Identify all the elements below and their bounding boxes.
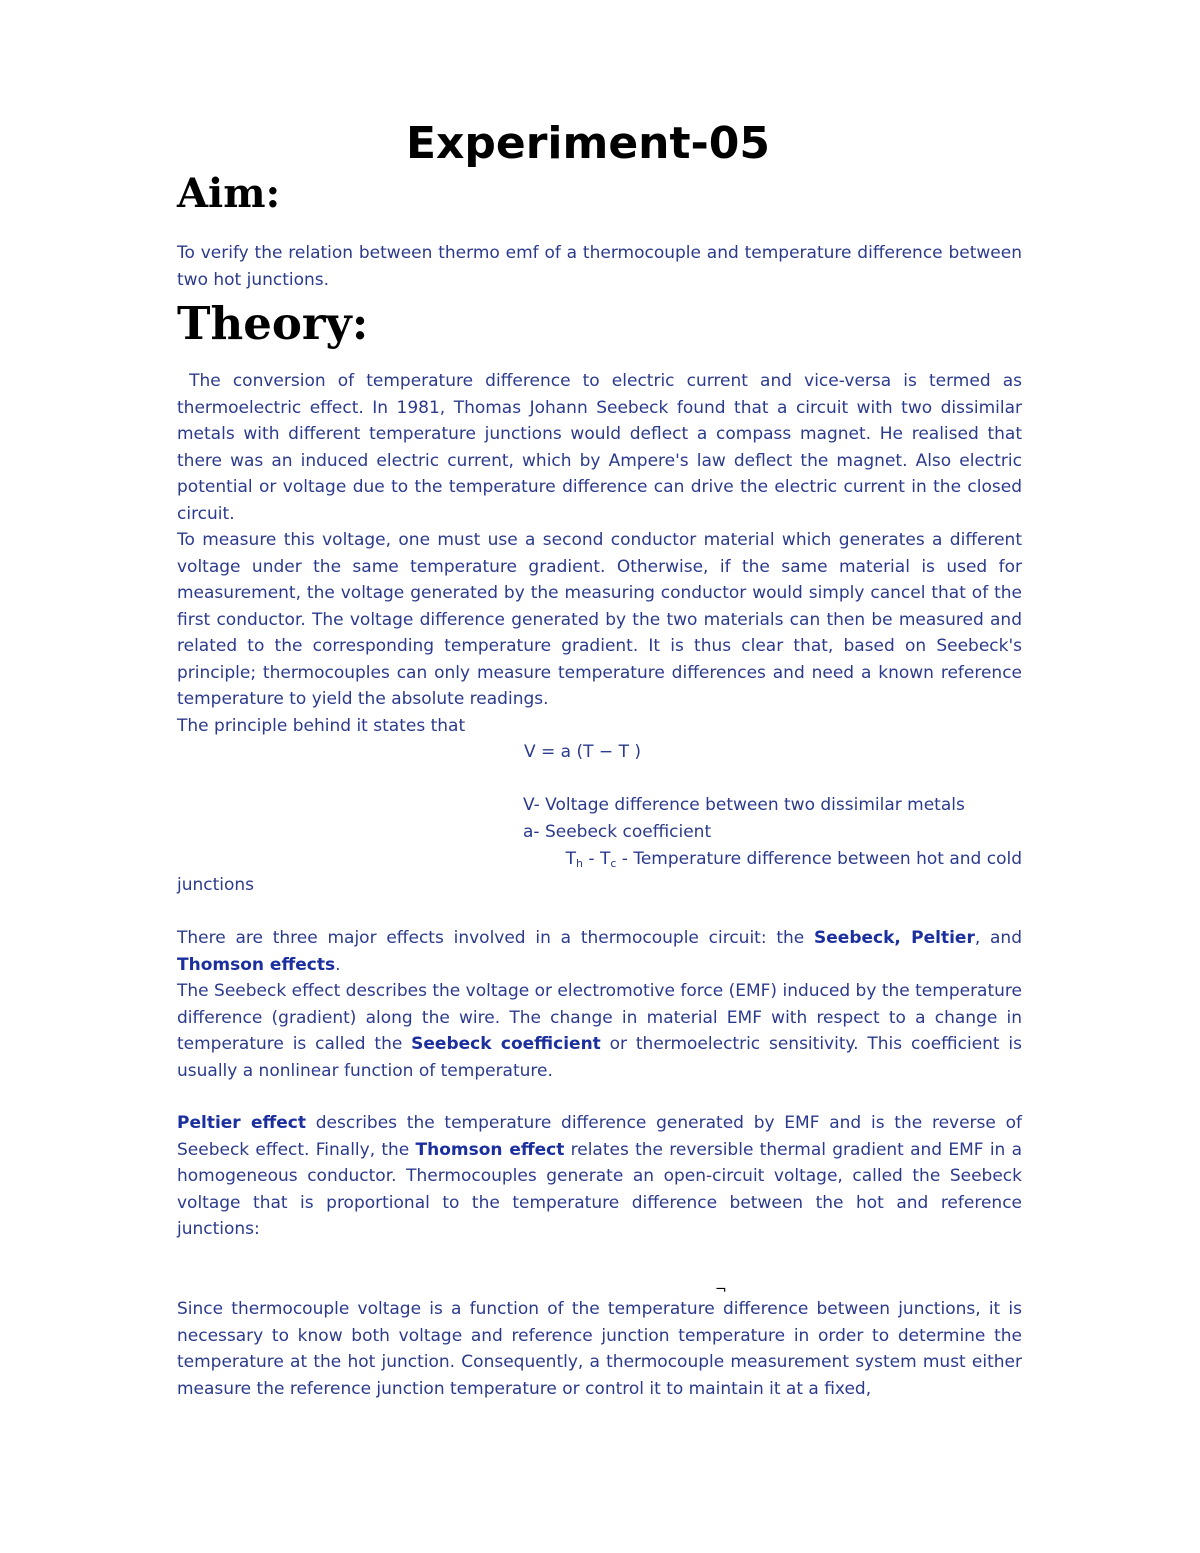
formula-fragment bbox=[524, 742, 674, 765]
effects-bold-2: Thomson effects bbox=[177, 954, 336, 975]
definition-a: a- Seebeck coefficient bbox=[523, 822, 712, 842]
peltier-section bbox=[177, 1110, 1022, 1243]
theory-section bbox=[177, 368, 1028, 739]
theory-heading: Theory: bbox=[177, 297, 369, 350]
peltier-bold-2: Thomson effect bbox=[415, 1139, 565, 1160]
seebeck-text-2: or thermoelectric sensitivity. This coefficient is usually a nonlinear function of temperature. bbox=[177, 1034, 1022, 1081]
formula-text: V = a (T − T ) bbox=[524, 742, 641, 762]
def-t-minus: - T bbox=[583, 849, 611, 869]
seebeck-text-1: The Seebeck effect describes the voltage or electromotive force (EMF) induced by the temperature difference (gradient) along the wire. The change in material EMF with respect to a change in temperature is called the bbox=[177, 981, 1022, 1054]
peltier-text-1: describes the temperature difference generated by EMF and is the reverse of Seebeck effect. Finally, the bbox=[177, 1113, 1023, 1160]
theory-paragraph-3: The principle behind it states that bbox=[177, 715, 466, 736]
theory-paragraph-1: The conversion of temperature difference to electric current and vice-versa is termed as thermoelectric effect. In 1981, Thomas Johann Seebeck found that a circuit with two dissimilar metals with different temperature junctions would deflect a compass magnet. He realised that there was an induced electric current, which by Ampere's law deflect the magnet. Also electric potential or voltage due to the temperature difference can drive the electric current in the closed circuit. bbox=[177, 371, 1028, 524]
definition-t-continued: junctions bbox=[177, 875, 255, 895]
since-section bbox=[177, 1296, 1022, 1402]
peltier-paragraph bbox=[177, 1110, 1022, 1243]
aim-heading: Aim: bbox=[177, 170, 281, 217]
theory-paragraph-2: To measure this voltage, one must use a second conductor material which generates a different voltage under the same temperature gradient. Otherwise, if the same material is used for measurement, the voltage generated by the measuring conductor would simply cancel that of the first conductor. The voltage difference generated by the two materials can then be measured and related to the corresponding temperature gradient. It is thus clear that, based on Seebeck's principle; thermocouples can only measure temperature differences and need a known reference temperature to yield the absolute readings. bbox=[177, 530, 1022, 709]
def-t-symbol: T bbox=[565, 849, 577, 869]
stray-mark: ¬ bbox=[715, 1282, 727, 1298]
since-paragraph: Since thermocouple voltage is a function of the temperature difference between junctions, it is necessary to know both voltage and reference junction temperature in order to determine the temperature at the hot junction. Consequently, a thermocouple measurement system must either measure the reference junction temperature or control it to maintain it at a fixed, bbox=[177, 1299, 1022, 1399]
seebeck-bold: Seebeck coefficient bbox=[411, 1034, 601, 1054]
def-t-sub-h: h bbox=[576, 857, 584, 870]
aim-paragraph bbox=[177, 240, 1022, 293]
effects-text-3: . bbox=[335, 954, 341, 975]
effects-paragraph bbox=[177, 925, 1022, 978]
def-t-sub-c: c bbox=[610, 857, 617, 870]
effects-section bbox=[177, 925, 1022, 1084]
peltier-bold-1: Peltier effect bbox=[177, 1113, 306, 1133]
seebeck-paragraph bbox=[177, 978, 1022, 1084]
page-title: Experiment-05 bbox=[405, 118, 771, 169]
definition-v: V- Voltage difference between two dissimilar metals bbox=[523, 795, 965, 815]
peltier-text-2: relates the reversible thermal gradient and EMF in a homogeneous conductor. Thermocouples generate an open-circuit voltage, called the Seebeck voltage that is proportional to the temperature difference between the hot and reference junctions: bbox=[177, 1139, 1022, 1239]
definition-t bbox=[540, 846, 1022, 877]
effects-text-1: There are three major effects involved in a thermocouple circuit: the bbox=[177, 928, 815, 948]
effects-text-2: , and bbox=[974, 928, 1023, 948]
def-t-rest: - Temperature difference between hot and cold bbox=[616, 849, 1022, 869]
aim-text: To verify the relation between thermo emf of a thermocouple and temperature difference between two hot junctions. bbox=[177, 243, 1022, 290]
effects-bold-1: Seebeck, Peltier bbox=[814, 928, 975, 948]
